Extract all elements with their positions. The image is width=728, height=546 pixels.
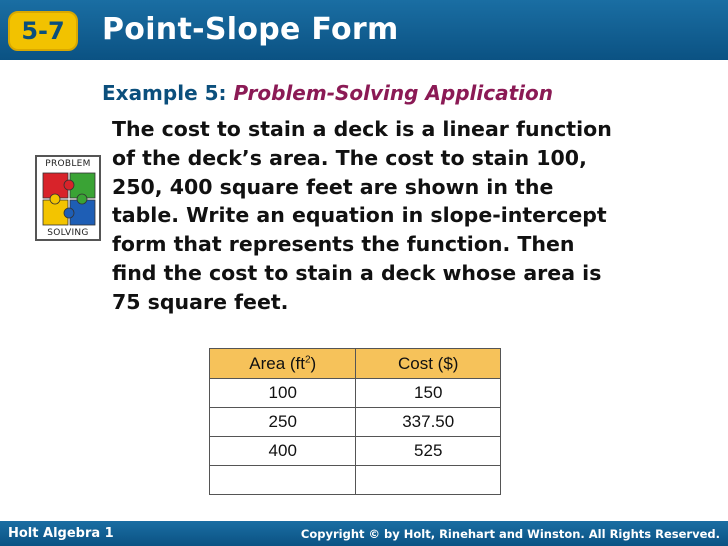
area-cell: 400 — [210, 437, 356, 466]
table-row — [210, 408, 501, 437]
header-bar — [0, 0, 728, 60]
lesson-badge: 5-7 — [8, 11, 78, 51]
problem-line: form that represents the function. Then — [112, 232, 575, 257]
problem-statement — [112, 115, 712, 317]
page-title: Point-Slope Form — [102, 12, 399, 47]
table-header-row — [210, 349, 501, 379]
area-column-header: Area $(ft^2)$ — [210, 349, 356, 379]
problem-line: The cost to stain a deck is a linear function — [112, 117, 612, 141]
area-cell: 100 — [210, 379, 356, 408]
footer-copyright: Copyright © by Holt, Rinehart and Winston. All Rights Reserved. — [300, 527, 720, 541]
problem-line: find the cost to stain a deck whose area is — [112, 260, 602, 285]
area-cost-table — [209, 348, 501, 495]
icon-bottom-text: SOLVING — [47, 228, 89, 238]
problem-line: 250, 400 square feet are shown in the — [112, 174, 554, 199]
problem-line: of the deck’s area. The cost to stain 100, — [112, 145, 587, 170]
example-heading — [102, 81, 553, 105]
problem-line: 75 square feet. — [112, 289, 289, 314]
icon-top-text: PROBLEM — [45, 159, 91, 169]
cost-cell: 337.50 — [356, 408, 501, 437]
problem-line: table. Write an equation in slope-intercept — [112, 203, 607, 228]
example-subtitle: Problem-Solving Application — [233, 81, 553, 105]
table-row — [210, 437, 501, 466]
table-row — [210, 466, 501, 495]
area-cell: 250 — [210, 408, 356, 437]
cost-cell — [356, 466, 501, 495]
footer-course-title: Holt Algebra 1 — [8, 526, 114, 541]
example-label: Example 5: — [102, 81, 227, 105]
footer-bar — [0, 521, 728, 546]
cost-column-header: Cost ($) — [356, 349, 501, 379]
cost-cell: 525 — [356, 437, 501, 466]
problem-solving-puzzle-icon — [35, 155, 101, 241]
table-row — [210, 379, 501, 408]
area-cell — [210, 466, 356, 495]
cost-cell: 150 — [356, 379, 501, 408]
puzzle-graphic — [42, 172, 96, 226]
